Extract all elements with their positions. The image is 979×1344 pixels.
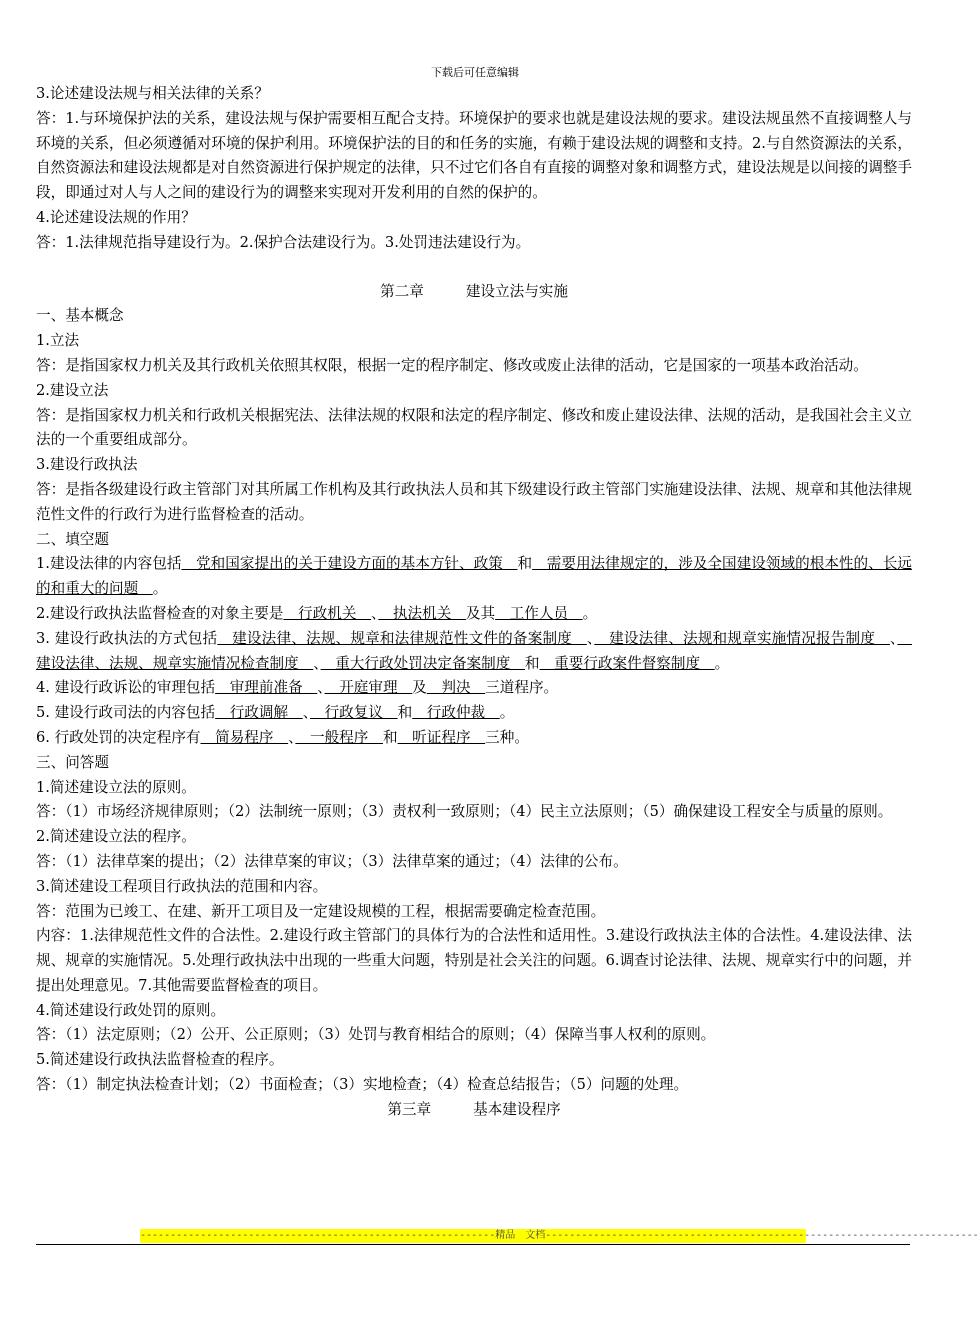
fill-item-4 [36, 676, 912, 701]
fill-text: 5. 建设行政司法的内容包括 [36, 704, 216, 722]
fill-answer: 判决 [426, 679, 486, 697]
fill-text: 2.建设行政执法监督检查的对象主要是 [36, 604, 284, 622]
concept-def-2: 答：是指国家权力机关和行政机关根据宪法、法律法规的权限和法定的程序制定、修改和废止建设法律、法规的活动，是我国社会主义立法的一个重要组成部分。 [36, 406, 912, 449]
qa-question-3: 3.简述建设工程项目行政执法的范围和内容。 [36, 877, 328, 895]
fill-item-2 [36, 602, 912, 627]
fill-answer: 行政仲裁 [412, 704, 500, 722]
fill-text: 、 [317, 679, 325, 697]
footer-divider [36, 1244, 910, 1245]
fill-text: 、 [313, 654, 321, 672]
fill-item-3 [36, 627, 912, 677]
qa-answer-5: 答：（1）制定执法检查计划；（2）书面检查；（3）实地检查；（4）检查总结报告；（5）问题的处理。 [36, 1076, 689, 1094]
fill-text: 1.建设法律的内容包括 [36, 555, 182, 573]
fill-answer: 一般程序 [295, 728, 383, 746]
chapter-3-title: 基本建设程序 [473, 1100, 561, 1118]
fill-text: 和 [517, 555, 533, 573]
page-header-note: 下载后可任意编辑 [431, 66, 519, 79]
fill-item-5 [36, 701, 912, 726]
fill-text: 。 [499, 704, 515, 722]
fill-answer: 重要行政案件督察制度 [539, 654, 715, 672]
fill-answer: 简易程序 [200, 728, 289, 746]
concept-def-3: 答：是指各级建设行政主管部门对其所属工作机构及其行政执法人员和其下级建设行政主管部门实施建设法律、法规、规章和其他法律规范性文件的行政行为进行监督检查的活动。 [36, 480, 912, 523]
fill-text: 、 [371, 604, 379, 622]
fill-text: 及 [412, 679, 427, 697]
fill-answer: 行政机关 [283, 604, 372, 622]
qa-answer-1: 答：（1）市场经济规律原则；（2）法制统一原则；（3）责权利一致原则；（4）民主立法原则；（5）确保建设工程安全与质量的原则。 [36, 803, 893, 821]
concept-term-3: 3.建设行政执法 [36, 456, 138, 474]
fill-text: 和 [397, 704, 413, 722]
qa-answer-3-content: 内容：1.法律规范性文件的合法性。2.建设行政主管部门的具体行为的合法性和适用性。3.建设行政执法主体的合法性。4.建设法律、法规、规章的实施情况。5.处理行政执法中出现的一些重大问题，特别是社会关注的问题。6.调查讨论法律、法规、规章实行中的问题，并提出处理意见。7.其他需要监督检查的项目。 [36, 927, 912, 994]
chapter-3-number: 第三章 [387, 1100, 432, 1118]
fill-text: 6. 行政处罚的决定程序有 [36, 728, 201, 746]
qa-question-1: 1.简述建设立法的原则。 [36, 778, 196, 796]
fill-answer: 执法机关 [378, 604, 466, 622]
chapter-3-heading [36, 1098, 912, 1123]
qa-question-5: 5.简述建设行政执法监督检查的程序。 [36, 1051, 284, 1069]
fill-answer: 需要用法律规定的，涉及全国建设领域的根本性的、长远的和重大的问题 [36, 555, 912, 598]
fill-text: 、 [586, 629, 595, 647]
answer-3: 答：1.与环境保护法的关系，建设法规与保护需要相互配合支持。环境保护的要求也就是建设法规的要求。建设法规虽然不直接调整人与环境的关系，但必须遵循对环境的保护利用。环境保护法的目的和任务的实施，有赖于建设法规的调整和支持。2.与自然资源法的关系，自然资源法和建设法规都是对自然资源进行保护规定的法律，只不过它们各自有直接的调整对象和调整方式，建设法规是以间接的调整手段，即通过对人与人之间的建设行为的调整来实现对开发利用的自然的保护的。 [36, 109, 912, 202]
qa-question-2: 2.简述建设立法的程序。 [36, 828, 196, 846]
question-4: 4.论述建设法规的作用？ [36, 208, 196, 226]
fill-text: 。 [152, 580, 168, 598]
fill-item-1 [36, 552, 912, 602]
fill-text: 及其 [465, 604, 496, 622]
fill-answer: 建设法律、法规和规章实施情况报告制度 [594, 629, 890, 647]
fill-text: 三道程序。 [485, 679, 559, 697]
qa-question-4: 4.简述建设行政处罚的原则。 [36, 1001, 226, 1019]
question-3: 3.论述建设法规与相关法律的关系？ [36, 85, 269, 102]
qa-answer-4: 答：（1）法定原则；（2）公开、公正原则；（3）处罚与教育相结合的原则；（4）保障当事人权利的原则。 [36, 1026, 716, 1044]
concept-term-2: 2.建设立法 [36, 381, 109, 399]
fill-answer: 审理前准备 [215, 679, 318, 697]
concept-def-1: 答：是指国家权力机关及其行政机关依照其权限，根据一定的程序制定、修改或废止法律的活动，它是国家的一项基本政治活动。 [36, 356, 868, 374]
fill-text: 。 [714, 654, 730, 672]
basic-concepts-heading: 一、基本概念 [36, 307, 124, 325]
qa-answer-3: 答：范围为已竣工、在建、新开工项目及一定建设规模的工程，根据需要确定检查范围。 [36, 902, 606, 920]
fill-answer: 行政复议 [309, 704, 398, 722]
fill-text: 。 [582, 604, 598, 622]
fill-answer: 重大行政处罚决定备案制度 [320, 654, 525, 672]
chapter-2-title: 建设立法与实施 [465, 282, 568, 300]
concept-term-1: 1.立法 [36, 332, 80, 350]
fill-answer: 行政调解 [215, 704, 303, 722]
fill-text: 和 [524, 654, 540, 672]
chapter-2-number: 第二章 [380, 282, 424, 300]
spacer [36, 256, 912, 280]
chapter-2-heading [36, 280, 912, 305]
fill-text: 、 [889, 629, 898, 647]
fill-text: 、 [302, 704, 310, 722]
fill-answer: 听证程序 [397, 728, 486, 746]
fill-text: 和 [382, 728, 398, 746]
fill-text: 4. 建设行政诉讼的审理包括 [36, 679, 216, 697]
qa-answer-2: 答：（1）法律草案的提出；（2）法律草案的审议；（3）法律草案的通过；（4）法律的公布。 [36, 852, 628, 870]
fill-item-6 [36, 726, 912, 751]
fill-text: 、 [288, 728, 296, 746]
fill-blank-heading: 二、填空题 [36, 530, 109, 548]
fill-text: 3. 建设行政执法的方式包括 [36, 629, 218, 647]
fill-answer: 建设法律、法规、规章和法律规范性文件的备案制度 [217, 629, 587, 647]
footer-watermark-bar: -----------------------------------------------------------精品 文档------------------------------------------------------------------------ [140, 1230, 979, 1241]
fill-answer: 开庭审理 [324, 679, 413, 697]
document-body [36, 82, 912, 1123]
fill-answer: 党和国家提出的关于建设方面的基本方针、政策 [181, 555, 518, 573]
fill-text: 三种。 [485, 728, 529, 746]
fill-answer: 建设法律、法规、规章实施情况检查制度 [36, 629, 912, 672]
qa-heading: 三、问答题 [36, 753, 109, 771]
fill-answer: 工作人员 [495, 604, 583, 622]
answer-4: 答：1.法律规范指导建设行为。2.保护合法建设行为。3.处罚违法建设行为。 [36, 233, 531, 251]
